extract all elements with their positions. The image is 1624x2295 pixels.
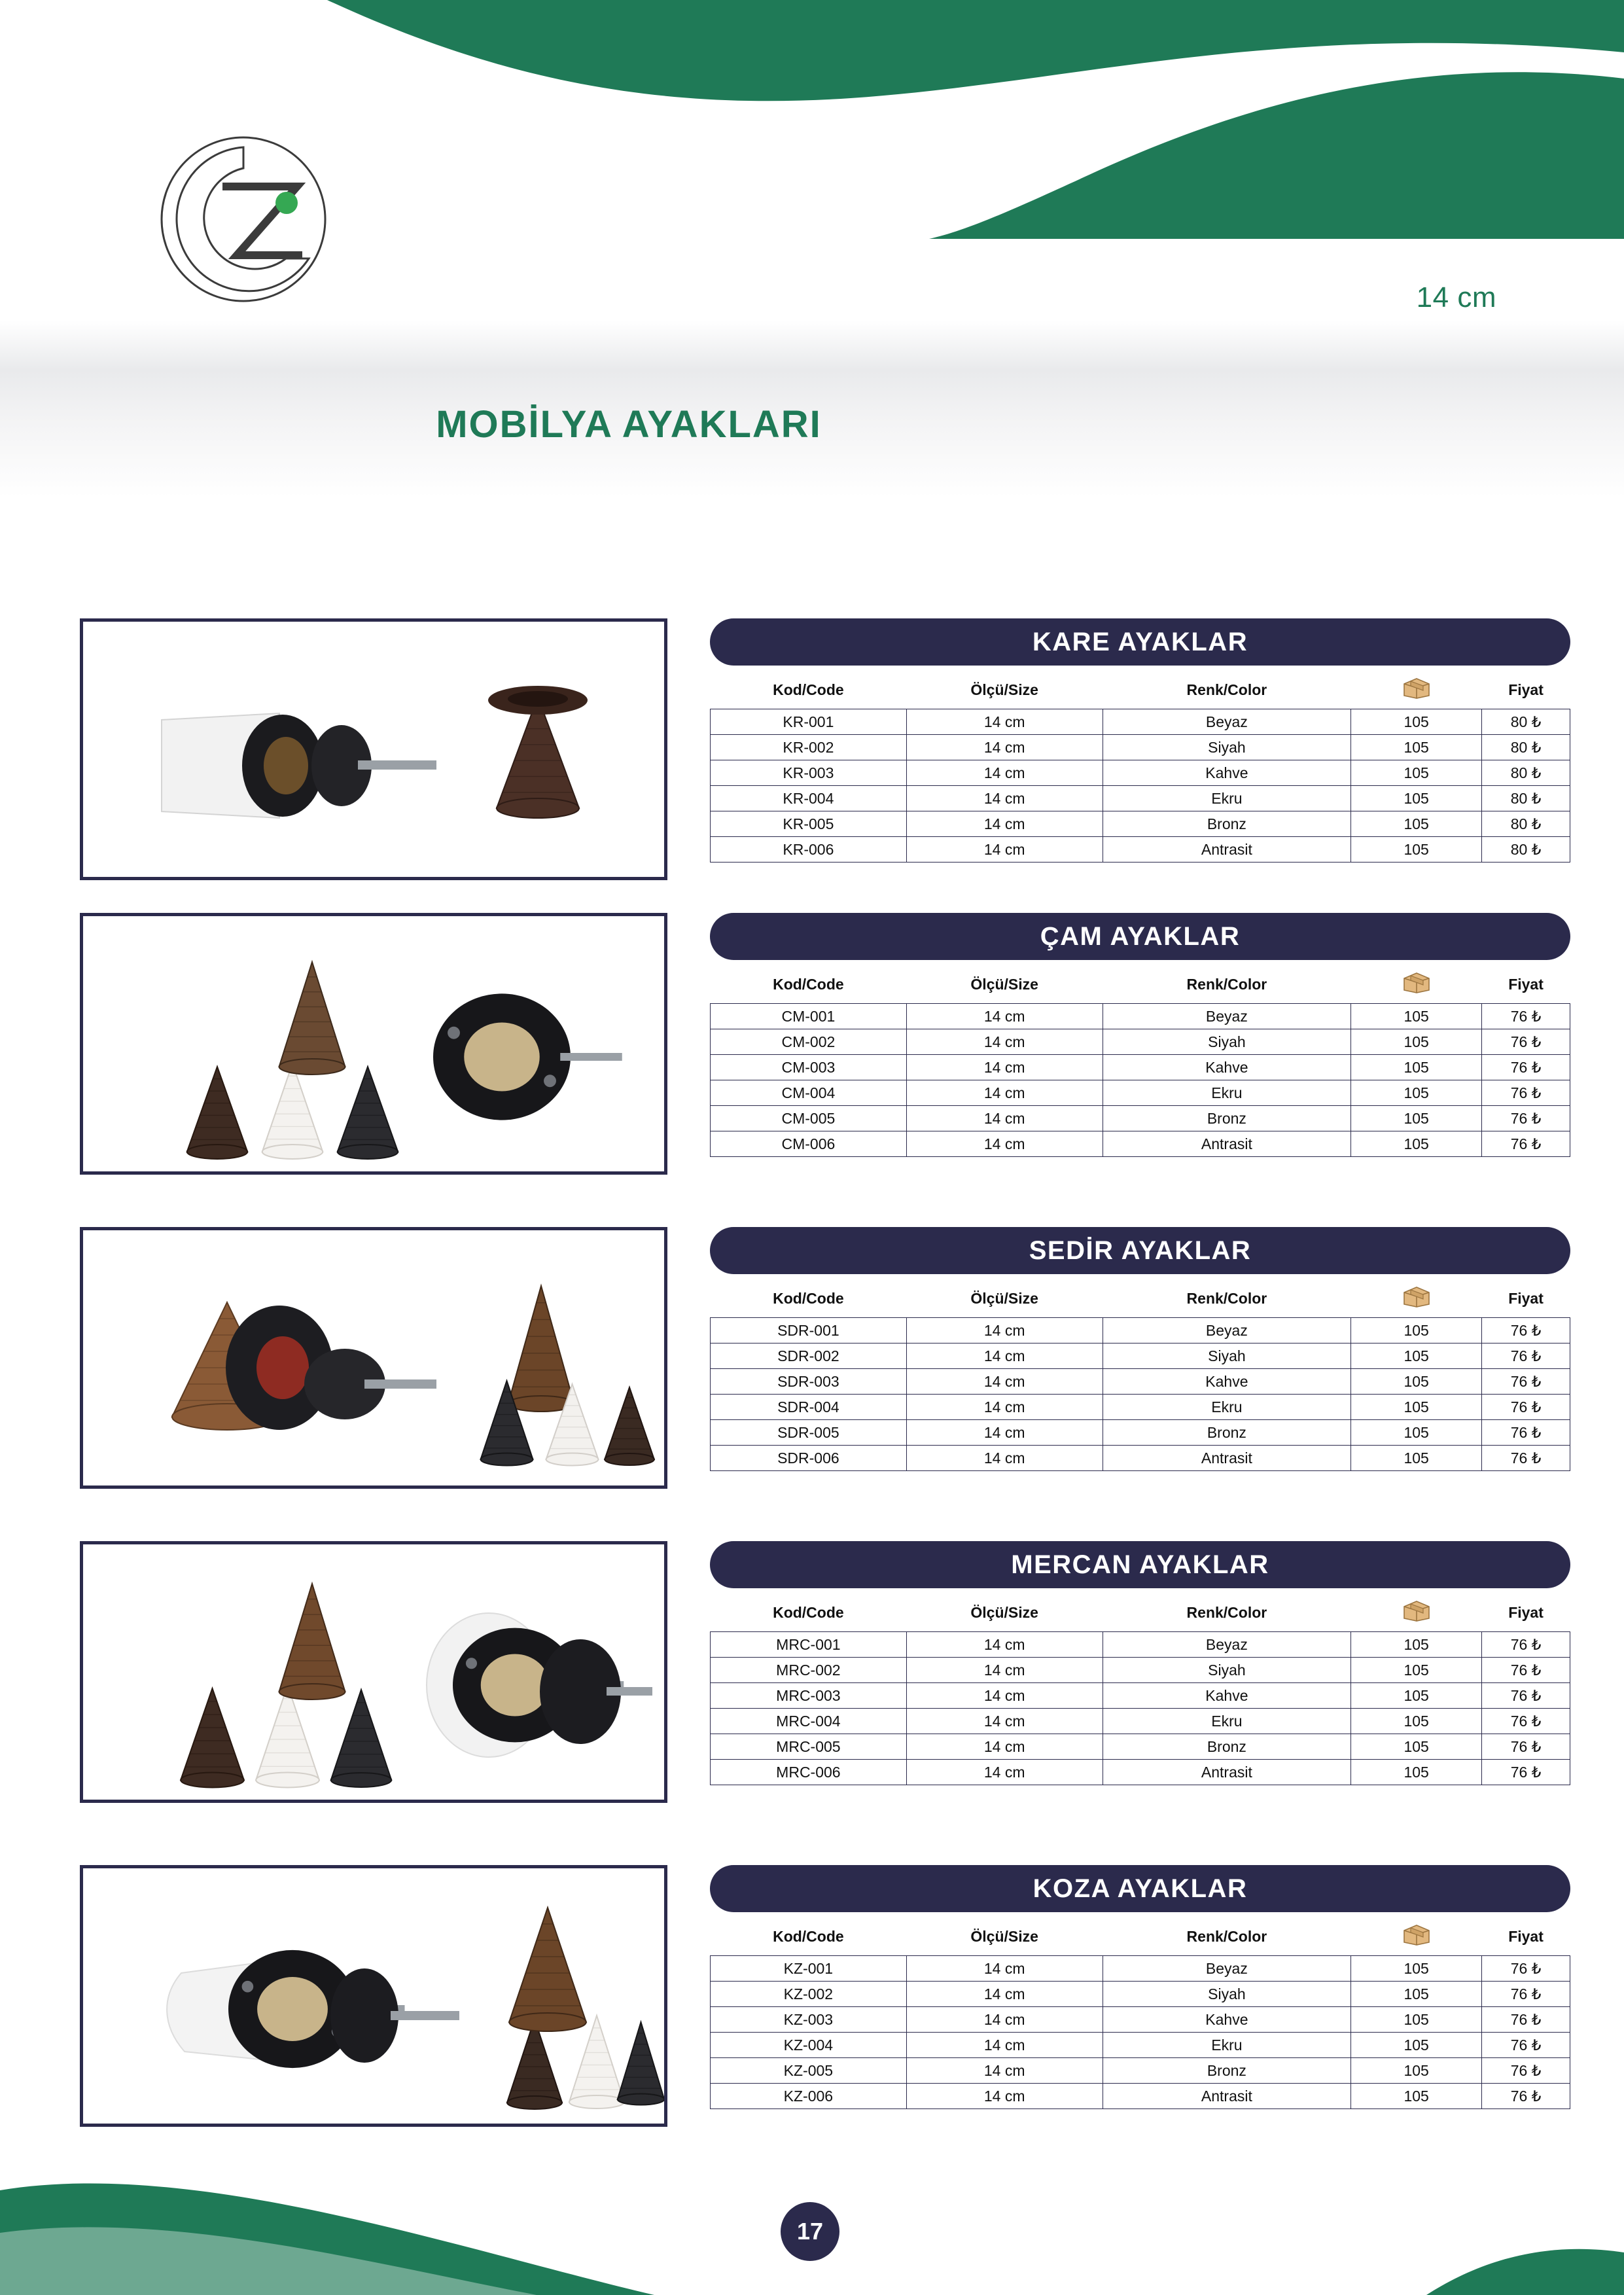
product-photo-art [83,1868,664,2124]
table-row[interactable] [711,2033,1570,2058]
cell-qty: 105 [1351,1318,1482,1343]
cell-size: 14 cm [906,786,1103,811]
price-table [710,1919,1570,2109]
table-row[interactable] [711,709,1570,735]
header-qty [1351,1919,1482,1956]
cell-qty: 105 [1351,837,1482,863]
cell-qty: 105 [1351,2084,1482,2109]
header-code: Kod/Code [773,1603,844,1621]
cell-code: MRC-004 [711,1709,907,1734]
cell-price: 76 ₺ [1482,1395,1570,1420]
cell-color: Bronz [1103,2058,1351,2084]
cell-size: 14 cm [906,1395,1103,1420]
cell-qty: 105 [1351,1369,1482,1395]
page-title-text: MOBİLYA AYAKLARI [436,403,822,446]
header-size: Ölçü/Size [970,1927,1038,1945]
cell-qty: 105 [1351,786,1482,811]
cell-qty: 105 [1351,1420,1482,1446]
cell-qty: 105 [1351,1343,1482,1369]
cell-price: 76 ₺ [1482,1982,1570,2007]
cell-code: KR-004 [711,786,907,811]
size-label: 14 cm [1416,281,1496,313]
cell-code: KR-003 [711,760,907,786]
table-row[interactable] [711,1956,1570,1982]
header-price: Fiyat [1508,681,1544,698]
cell-color: Antrasit [1103,2084,1351,2109]
cell-price: 76 ₺ [1482,1658,1570,1683]
price-table-block [710,1541,1570,1785]
mercan-ayaklar-photo [80,1541,667,1803]
cell-size: 14 cm [906,1982,1103,2007]
cell-price: 80 ₺ [1482,709,1570,735]
table-row[interactable] [711,1080,1570,1106]
header-code: Kod/Code [773,1289,844,1307]
cell-code: SDR-001 [711,1318,907,1343]
table-header-row [711,672,1570,709]
cell-code: MRC-001 [711,1632,907,1658]
cell-color: Siyah [1103,1343,1351,1369]
cell-price: 76 ₺ [1482,1734,1570,1760]
cell-color: Siyah [1103,735,1351,760]
cell-code: KZ-001 [711,1956,907,1982]
cell-qty: 105 [1351,2033,1482,2058]
cell-size: 14 cm [906,2058,1103,2084]
cell-code: MRC-002 [711,1658,907,1683]
cell-price: 76 ₺ [1482,1029,1570,1055]
table-row[interactable] [711,1343,1570,1369]
cell-size: 14 cm [906,1420,1103,1446]
cell-price: 80 ₺ [1482,786,1570,811]
cell-size: 14 cm [906,2033,1103,2058]
cell-color: Bronz [1103,1420,1351,1446]
cell-code: SDR-003 [711,1369,907,1395]
cell-color: Kahve [1103,2007,1351,2033]
box-icon [1402,1923,1432,1946]
cell-code: KR-006 [711,837,907,863]
cell-code: KR-001 [711,709,907,735]
table-row[interactable] [711,1369,1570,1395]
cell-qty: 105 [1351,2007,1482,2033]
table-row[interactable] [711,735,1570,760]
cell-price: 76 ₺ [1482,1004,1570,1029]
product-section [0,1541,1624,1829]
cell-color: Beyaz [1103,1004,1351,1029]
section-title: KARE AYAKLAR [710,618,1570,666]
table-row[interactable] [711,811,1570,837]
cell-qty: 105 [1351,760,1482,786]
cell-code: SDR-004 [711,1395,907,1420]
cell-price: 76 ₺ [1482,2058,1570,2084]
cell-qty: 105 [1351,1709,1482,1734]
section-title: MERCAN AYAKLAR [710,1541,1570,1588]
cell-code: MRC-005 [711,1734,907,1760]
product-photo-art [83,1230,664,1486]
cell-code: KR-002 [711,735,907,760]
price-table-block [710,1227,1570,1471]
cell-size: 14 cm [906,1446,1103,1471]
company-logo [145,124,348,314]
cell-qty: 105 [1351,735,1482,760]
cell-color: Bronz [1103,811,1351,837]
price-table-block [710,618,1570,863]
table-row[interactable] [711,1029,1570,1055]
cell-code: SDR-005 [711,1420,907,1446]
section-title: ÇAM AYAKLAR [710,913,1570,960]
price-table [710,672,1570,863]
cell-price: 76 ₺ [1482,2084,1570,2109]
cell-size: 14 cm [906,2007,1103,2033]
cell-color: Bronz [1103,1106,1351,1131]
cell-code: CM-004 [711,1080,907,1106]
section-title: SEDİR AYAKLAR [710,1227,1570,1274]
cell-price: 80 ₺ [1482,811,1570,837]
cell-code: MRC-003 [711,1683,907,1709]
cell-qty: 105 [1351,1029,1482,1055]
cell-price: 76 ₺ [1482,1632,1570,1658]
cell-price: 80 ₺ [1482,837,1570,863]
header-size: Ölçü/Size [970,975,1038,993]
price-table [710,967,1570,1157]
header-color: Renk/Color [1186,1289,1267,1307]
cell-color: Beyaz [1103,1956,1351,1982]
table-row[interactable] [711,2007,1570,2033]
product-photo-art [83,916,664,1171]
cell-size: 14 cm [906,760,1103,786]
cell-code: KZ-006 [711,2084,907,2109]
cell-color: Beyaz [1103,1632,1351,1658]
cell-code: CM-005 [711,1106,907,1131]
cell-color: Ekru [1103,786,1351,811]
cell-code: SDR-006 [711,1446,907,1471]
cell-size: 14 cm [906,1956,1103,1982]
cell-qty: 105 [1351,1106,1482,1131]
cell-size: 14 cm [906,1369,1103,1395]
table-header-row [711,1595,1570,1632]
header-price: Fiyat [1508,1289,1544,1307]
cell-qty: 105 [1351,1760,1482,1785]
table-row[interactable] [711,1395,1570,1420]
cell-size: 14 cm [906,1683,1103,1709]
table-row[interactable] [711,1131,1570,1157]
cell-price: 76 ₺ [1482,1760,1570,1785]
cell-qty: 105 [1351,1982,1482,2007]
cell-size: 14 cm [906,1632,1103,1658]
cell-qty: 105 [1351,1734,1482,1760]
header-price: Fiyat [1508,1603,1544,1621]
cell-color: Kahve [1103,1369,1351,1395]
cell-size: 14 cm [906,709,1103,735]
box-icon [1402,1599,1432,1622]
price-table-block [710,913,1570,1157]
cell-color: Antrasit [1103,837,1351,863]
cell-qty: 105 [1351,1004,1482,1029]
cell-price: 76 ₺ [1482,1080,1570,1106]
cell-price: 76 ₺ [1482,1420,1570,1446]
header-qty [1351,672,1482,709]
table-header-row [711,1281,1570,1318]
table-header-row [711,967,1570,1004]
cell-price: 80 ₺ [1482,735,1570,760]
cell-code: SDR-002 [711,1343,907,1369]
cell-price: 76 ₺ [1482,1446,1570,1471]
cell-size: 14 cm [906,1658,1103,1683]
cell-code: CM-002 [711,1029,907,1055]
header-color: Renk/Color [1186,1603,1267,1621]
table-row[interactable] [711,1734,1570,1760]
cell-price: 76 ₺ [1482,1709,1570,1734]
header-qty [1351,1595,1482,1632]
product-photo-art [83,622,664,877]
cell-color: Ekru [1103,1395,1351,1420]
page-number: 17 [781,2202,839,2261]
cell-code: CM-001 [711,1004,907,1029]
table-row[interactable] [711,1760,1570,1785]
table-row[interactable] [711,837,1570,863]
section-title: KOZA AYAKLAR [710,1865,1570,1912]
box-icon [1402,970,1432,994]
cell-code: KZ-005 [711,2058,907,2084]
cell-color: Beyaz [1103,709,1351,735]
cell-size: 14 cm [906,811,1103,837]
cell-size: 14 cm [906,1055,1103,1080]
product-photo-art [83,1544,664,1800]
product-section [0,913,1624,1201]
cell-price: 76 ₺ [1482,1055,1570,1080]
header-color: Renk/Color [1186,681,1267,698]
product-section [0,1865,1624,2153]
header-price: Fiyat [1508,975,1544,993]
header-size: Ölçü/Size [970,1603,1038,1621]
cell-code: KZ-003 [711,2007,907,2033]
cell-qty: 105 [1351,1080,1482,1106]
table-row[interactable] [711,1106,1570,1131]
cell-code: CM-006 [711,1131,907,1157]
cell-price: 76 ₺ [1482,2007,1570,2033]
cell-size: 14 cm [906,837,1103,863]
cell-size: 14 cm [906,1106,1103,1131]
table-row[interactable] [711,760,1570,786]
cell-price: 76 ₺ [1482,1343,1570,1369]
cell-color: Ekru [1103,1080,1351,1106]
cell-color: Ekru [1103,1709,1351,1734]
header-price: Fiyat [1508,1927,1544,1945]
box-icon [1402,1285,1432,1308]
cell-size: 14 cm [906,2084,1103,2109]
header-code: Kod/Code [773,1927,844,1945]
table-row[interactable] [711,1658,1570,1683]
cell-qty: 105 [1351,709,1482,735]
cell-size: 14 cm [906,1029,1103,1055]
sedir-ayaklar-photo [80,1227,667,1489]
box-icon [1402,676,1432,700]
header-code: Kod/Code [773,681,844,698]
table-row[interactable] [711,1632,1570,1658]
cell-size: 14 cm [906,1734,1103,1760]
header-qty [1351,1281,1482,1318]
table-row[interactable] [711,1683,1570,1709]
cell-size: 14 cm [906,1318,1103,1343]
cell-size: 14 cm [906,1131,1103,1157]
cell-price: 76 ₺ [1482,1318,1570,1343]
cell-size: 14 cm [906,1004,1103,1029]
page-title [0,402,1624,446]
cell-color: Kahve [1103,760,1351,786]
cell-size: 14 cm [906,1080,1103,1106]
table-row[interactable] [711,1004,1570,1029]
cell-color: Siyah [1103,1982,1351,2007]
cell-qty: 105 [1351,1956,1482,1982]
cell-size: 14 cm [906,1709,1103,1734]
product-section [0,618,1624,906]
cell-code: KR-005 [711,811,907,837]
cell-color: Ekru [1103,2033,1351,2058]
header-qty [1351,967,1482,1004]
header-size: Ölçü/Size [970,681,1038,698]
table-row[interactable] [711,1318,1570,1343]
cell-qty: 105 [1351,1658,1482,1683]
cell-qty: 105 [1351,1055,1482,1080]
cell-qty: 105 [1351,1395,1482,1420]
cell-price: 76 ₺ [1482,1106,1570,1131]
cell-color: Beyaz [1103,1318,1351,1343]
price-table-block [710,1865,1570,2109]
cell-price: 76 ₺ [1482,2033,1570,2058]
header-code: Kod/Code [773,975,844,993]
cell-qty: 105 [1351,1131,1482,1157]
cell-color: Antrasit [1103,1446,1351,1471]
cell-color: Siyah [1103,1658,1351,1683]
cell-price: 76 ₺ [1482,1956,1570,1982]
product-section [0,1227,1624,1515]
cell-color: Kahve [1103,1055,1351,1080]
table-row[interactable] [711,2084,1570,2109]
price-table [710,1281,1570,1471]
cell-qty: 105 [1351,2058,1482,2084]
cell-qty: 105 [1351,1632,1482,1658]
header-color: Renk/Color [1186,975,1267,993]
cell-color: Siyah [1103,1029,1351,1055]
table-row[interactable] [711,2058,1570,2084]
cell-code: MRC-006 [711,1760,907,1785]
cell-price: 76 ₺ [1482,1131,1570,1157]
cell-qty: 105 [1351,1683,1482,1709]
cell-color: Antrasit [1103,1131,1351,1157]
header-size: Ölçü/Size [970,1289,1038,1307]
cell-price: 76 ₺ [1482,1683,1570,1709]
cam-ayaklar-photo [80,913,667,1175]
cell-color: Bronz [1103,1734,1351,1760]
cell-color: Antrasit [1103,1760,1351,1785]
table-header-row [711,1919,1570,1956]
koza-ayaklar-photo [80,1865,667,2127]
table-row[interactable] [711,1982,1570,2007]
cell-code: KZ-004 [711,2033,907,2058]
cell-size: 14 cm [906,1760,1103,1785]
cell-size: 14 cm [906,1343,1103,1369]
cell-qty: 105 [1351,1446,1482,1471]
cell-color: Kahve [1103,1683,1351,1709]
kare-ayaklar-photo [80,618,667,880]
table-row[interactable] [711,1055,1570,1080]
table-row[interactable] [711,1446,1570,1471]
table-row[interactable] [711,1420,1570,1446]
price-table [710,1595,1570,1785]
table-row[interactable] [711,786,1570,811]
cell-price: 80 ₺ [1482,760,1570,786]
cell-price: 76 ₺ [1482,1369,1570,1395]
cell-code: CM-003 [711,1055,907,1080]
header-color: Renk/Color [1186,1927,1267,1945]
cell-size: 14 cm [906,735,1103,760]
cell-qty: 105 [1351,811,1482,837]
table-row[interactable] [711,1709,1570,1734]
cell-code: KZ-002 [711,1982,907,2007]
